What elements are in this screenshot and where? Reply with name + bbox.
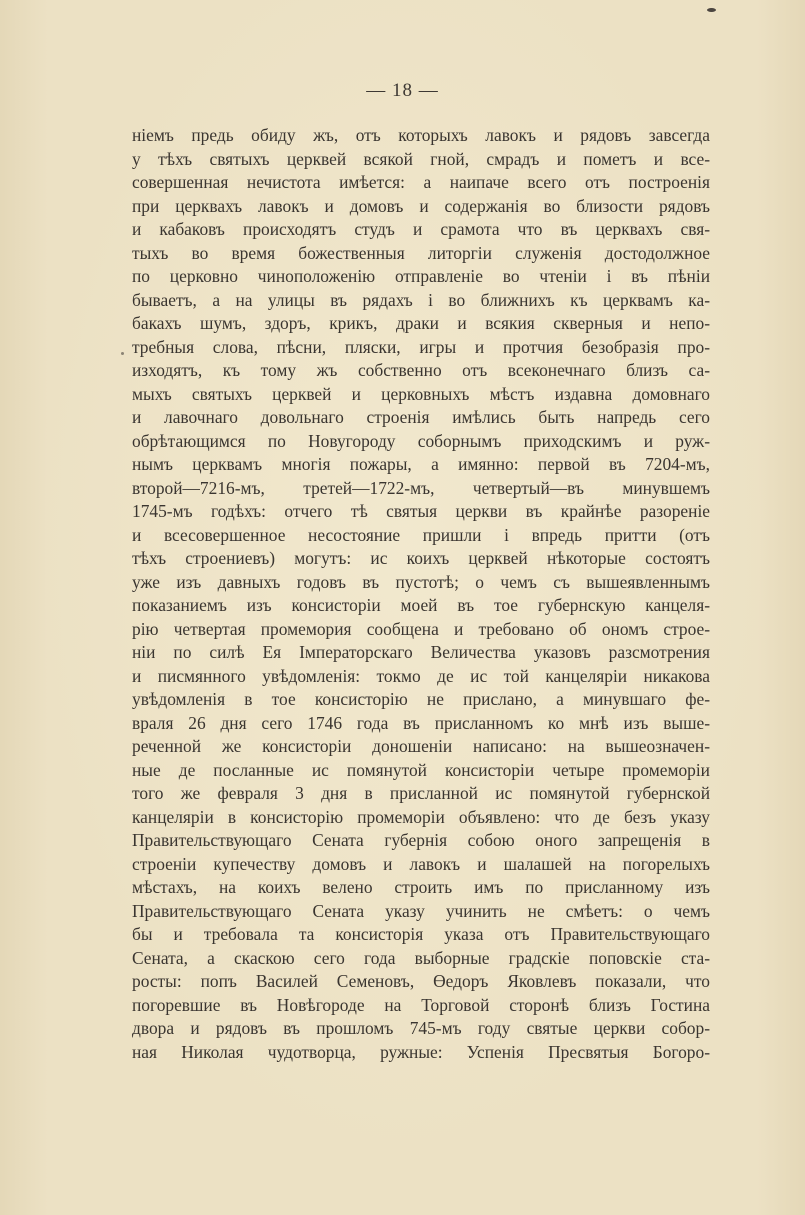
text-line: ніемъ предь обиду жъ, отъ которыхъ лавокъ и рядовъ завсегда xyxy=(132,125,710,145)
text-line: обрѣтающимся по Новугороду соборнымъ приходскимъ и руж- xyxy=(132,430,710,451)
text-line: и писмянного увѣдомленія: токмо де ис той канцеляріи никакова xyxy=(132,665,710,686)
text-line: изходятъ, къ тому жъ собственно отъ всеконечнаго близъ са- xyxy=(132,360,710,380)
text-line: Сената, а скаскою сего года выборные градскіе поповскіе ста- xyxy=(132,947,710,968)
text-line: уже изъ давныхъ годовъ въ пустотѣ; о чемъ съ вышеявленнымъ xyxy=(132,571,710,592)
text-line: совершенная нечистота имѣется: а наипаче всего отъ построенія xyxy=(132,172,710,192)
text-line: увѣдомленія в тое консисторію не прислано, а минувшаго фе- xyxy=(132,689,710,709)
ink-speck xyxy=(121,352,124,355)
text-line: у тѣхъ святыхъ церквей всякой гной, смрадъ и пометъ и все- xyxy=(132,148,710,169)
text-line: тыхъ во время божественныя литоргіи служенія достодолжное xyxy=(132,242,710,263)
text-line: росты: попъ Василей Семеновъ, Өедоръ Яковлевъ показали, что xyxy=(132,971,710,991)
text-line: погоревшие въ Новѣгороде на Торговой сторонѣ близъ Гостина xyxy=(132,994,710,1015)
text-line: и кабаковъ происходятъ студъ и срамота что въ церквахъ свя- xyxy=(132,219,710,239)
text-line: и лавочнаго довольнаго строенія имѣлись быть напредь сего xyxy=(132,407,710,427)
text-line: мѣстахъ, на коихъ велено строить имъ по присланному изъ xyxy=(132,877,710,897)
text-line: нымъ церквамъ многія пожары, а имянно: первой въ 7204-мъ, xyxy=(132,454,710,474)
text-line: строеніи купечеству домовъ и лавокъ и шалашей на погорелыхъ xyxy=(132,853,710,874)
text-line: реченной же консисторіи доношеніи написано: на вышеозначен- xyxy=(132,736,710,756)
text-line: бы и требовала та консисторія указа отъ Правительствующаго xyxy=(132,924,710,944)
text-line: бываетъ, а на улицы въ рядахъ і во ближнихъ къ церквамъ ка- xyxy=(132,289,710,310)
text-line: ніи по силѣ Ея Імператорскаго Величества указовъ разсмотрения xyxy=(132,642,710,662)
text-line: Правительствующаго Сената указу учинить не смѣетъ: о чемъ xyxy=(132,900,710,921)
text-line: двора и рядовъ въ прошломъ 745-мъ году святые церкви собор- xyxy=(132,1018,710,1038)
text-line: ная Николая чудотворца, ружные: Успенія Пресвятыя Богоро- xyxy=(132,1041,710,1062)
text-line: Правительствующаго Сената губернія собою оного запрещенія в xyxy=(132,830,710,850)
ink-speck xyxy=(707,8,716,12)
text-line: тѣхъ строениевъ) могутъ: ис коихъ церквей нѣкоторые состоятъ xyxy=(132,548,710,568)
text-line: мыхъ святыхъ церквей и церковныхъ мѣстъ издавна домовнаго xyxy=(132,383,710,404)
text-line: бакахъ шумъ, здоръ, крикъ, драки и всякия скверныя и непо- xyxy=(132,313,710,333)
text-line: того же февраля 3 дня в присланной ис помянутой губернской xyxy=(132,783,710,803)
text-line: требныя слова, пѣсни, пляски, игры и протчия безобразія про- xyxy=(132,336,710,357)
text-line: ные де посланные ис помянутой консисторіи четыре промеморіи xyxy=(132,759,710,780)
text-line: канцеляріи в консисторію промеморіи объявлено: что де безъ указу xyxy=(132,806,710,827)
text-line: при церквахъ лавокъ и домовъ и содержанія во близости рядовъ xyxy=(132,195,710,216)
text-line: показаниемъ изъ консисторіи моей въ тое губернскую канцеля- xyxy=(132,595,710,615)
text-line: и всесовершенное несостояние пришли і впредь притти (отъ xyxy=(132,524,710,545)
body-text xyxy=(132,124,710,1064)
text-line: рію четвертая промемория сообщена и требовано об ономъ строе- xyxy=(132,618,710,639)
page-number: — 18 — xyxy=(366,80,439,101)
text-line: второй—7216-мъ, третей—1722-мъ, четвертый—въ минувшемъ xyxy=(132,477,710,498)
text-line: по церковно чиноположенію отправленіе во чтеніи і въ пѣніи xyxy=(132,266,710,286)
text-line: 1745-мъ годѣхъ: отчего тѣ святыя церкви въ крайнѣе разореніе xyxy=(132,501,710,521)
text-line: враля 26 дня сего 1746 года въ присланномъ ко мнѣ изъ выше- xyxy=(132,712,710,733)
